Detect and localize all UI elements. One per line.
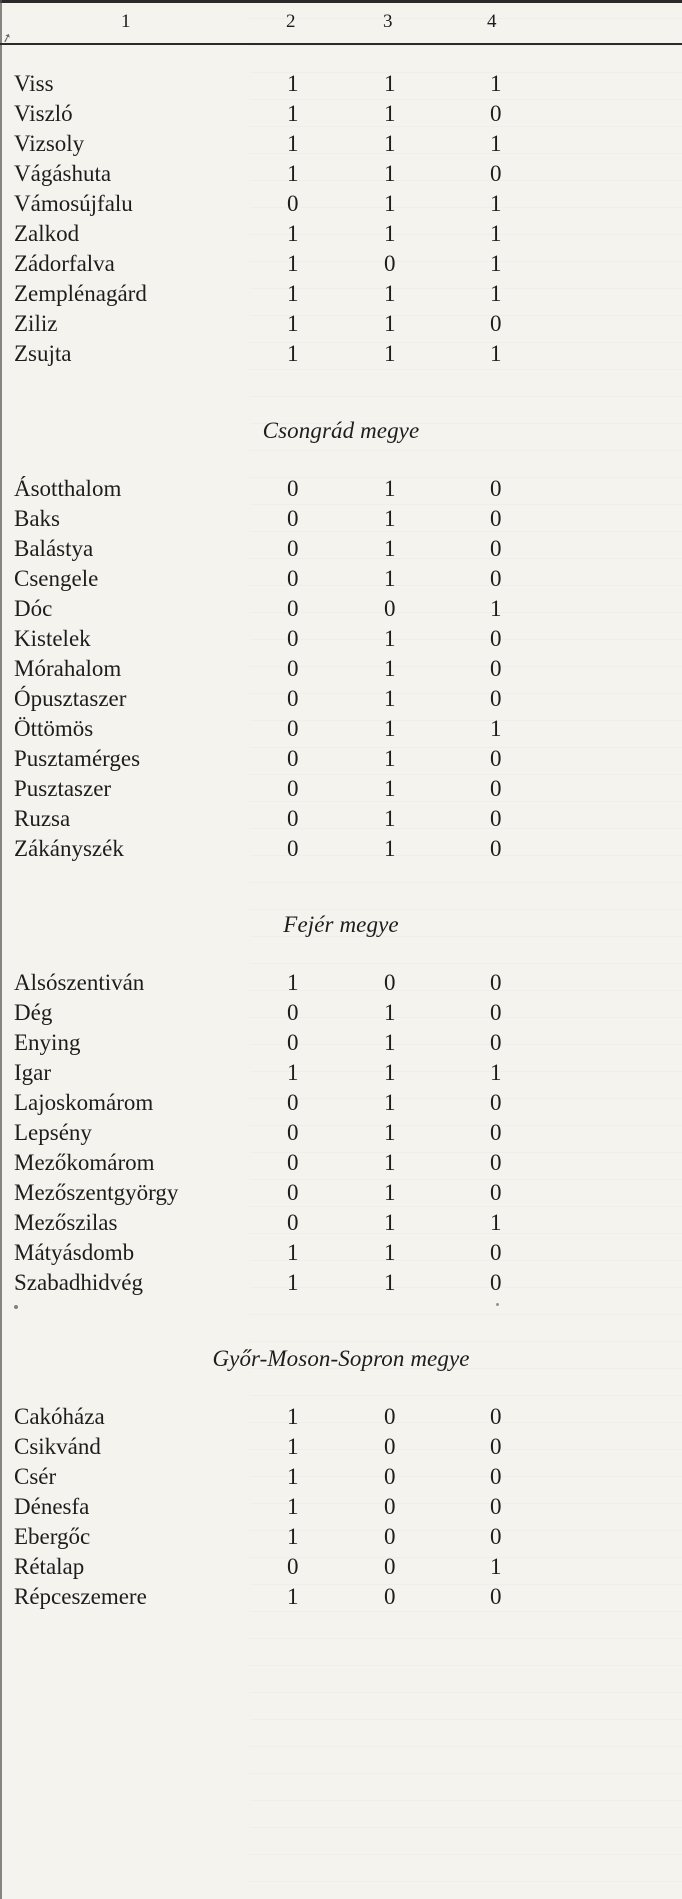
table-row (0, 249, 682, 279)
cursor-arrow-icon: ➚ (0, 29, 14, 46)
header-rule (0, 43, 682, 45)
value-col-2: 0 (287, 656, 299, 681)
section-title-csongrad: Csongrád megye (262, 418, 420, 443)
settlement-name: Öttömös (14, 716, 94, 741)
value-col-2: 1 (287, 161, 299, 186)
table-row (0, 99, 682, 129)
value-col-2: 0 (287, 836, 299, 861)
value-col-3: 1 (384, 1000, 396, 1025)
value-col-3: 0 (384, 1554, 396, 1579)
value-col-4: 0 (490, 776, 502, 801)
value-col-2: 0 (287, 1180, 299, 1205)
value-col-2: 1 (287, 1060, 299, 1085)
table-row (0, 774, 682, 804)
value-col-3: 1 (384, 476, 396, 501)
settlement-name: Cakóháza (14, 1404, 105, 1429)
value-col-2: 0 (287, 1000, 299, 1025)
value-col-4: 0 (490, 1270, 502, 1295)
value-col-2: 1 (287, 1270, 299, 1295)
settlement-name: Lepsény (14, 1120, 92, 1145)
print-speck (14, 1305, 18, 1309)
column-header-4: 4 (487, 11, 497, 32)
settlement-name: Szabadhidvég (14, 1270, 144, 1295)
value-col-4: 1 (490, 596, 502, 621)
settlement-name: Baks (14, 506, 60, 531)
value-col-4: 0 (490, 506, 502, 531)
value-col-3: 1 (384, 536, 396, 561)
table-row (0, 714, 682, 744)
section-title-fejer: Fejér megye (283, 912, 399, 937)
table-row (0, 1432, 682, 1462)
value-col-2: 0 (287, 1210, 299, 1235)
value-col-4: 0 (490, 1404, 502, 1429)
value-col-3: 1 (384, 836, 396, 861)
table-row (0, 564, 682, 594)
table-row (0, 804, 682, 834)
settlement-name: Csér (14, 1464, 57, 1489)
value-col-3: 1 (384, 806, 396, 831)
settlement-name: Zemplénagárd (14, 281, 147, 306)
settlement-name: Ásotthalom (14, 476, 122, 501)
table-row (0, 279, 682, 309)
value-col-2: 1 (287, 1464, 299, 1489)
table-row (0, 1088, 682, 1118)
settlement-name: Viss (14, 71, 54, 96)
value-col-4: 0 (490, 970, 502, 995)
value-col-4: 0 (490, 626, 502, 651)
value-col-3: 1 (384, 716, 396, 741)
value-col-3: 1 (384, 686, 396, 711)
table-row (0, 1268, 682, 1298)
value-col-3: 1 (384, 101, 396, 126)
value-col-4: 0 (490, 1000, 502, 1025)
value-col-4: 1 (490, 716, 502, 741)
value-col-3: 1 (384, 1240, 396, 1265)
value-col-4: 1 (490, 221, 502, 246)
value-col-3: 1 (384, 566, 396, 591)
value-col-4: 0 (490, 101, 502, 126)
value-col-3: 1 (384, 1270, 396, 1295)
settlement-name: Zádorfalva (14, 251, 115, 276)
value-col-2: 0 (287, 1030, 299, 1055)
table-row (0, 159, 682, 189)
value-col-3: 0 (384, 1464, 396, 1489)
value-col-3: 1 (384, 656, 396, 681)
table-row (0, 834, 682, 864)
settlement-name: Mátyásdomb (14, 1240, 135, 1265)
value-col-3: 1 (384, 1090, 396, 1115)
table-row (0, 1028, 682, 1058)
value-col-3: 1 (384, 1210, 396, 1235)
value-col-4: 0 (490, 1150, 502, 1175)
settlement-name: Csengele (14, 566, 99, 591)
value-col-2: 0 (287, 506, 299, 531)
value-col-3: 1 (384, 1180, 396, 1205)
value-col-4: 0 (490, 656, 502, 681)
value-col-3: 1 (384, 311, 396, 336)
value-col-2: 0 (287, 191, 299, 216)
settlement-name: Csikvánd (14, 1434, 101, 1459)
table-row (0, 1582, 682, 1612)
value-col-4: 1 (490, 191, 502, 216)
settlement-name: Pusztaszer (14, 776, 112, 801)
value-col-4: 0 (490, 1120, 502, 1145)
value-col-2: 0 (287, 476, 299, 501)
settlement-name: Kistelek (14, 626, 91, 651)
table-row (0, 1402, 682, 1432)
settlement-name: Ópusztaszer (14, 686, 127, 711)
settlement-name: Viszló (14, 101, 73, 126)
settlement-name: Mezőszilas (14, 1210, 118, 1235)
value-col-2: 0 (287, 746, 299, 771)
value-col-2: 0 (287, 806, 299, 831)
value-col-4: 1 (490, 71, 502, 96)
table-row (0, 309, 682, 339)
value-col-3: 1 (384, 626, 396, 651)
table-row (0, 504, 682, 534)
value-col-4: 0 (490, 1090, 502, 1115)
value-col-2: 0 (287, 686, 299, 711)
settlement-name: Balástya (14, 536, 94, 561)
settlement-name: Pusztamérges (14, 746, 141, 771)
value-col-3: 0 (384, 1524, 396, 1549)
table-row (0, 654, 682, 684)
column-header-3: 3 (383, 11, 393, 32)
value-col-2: 1 (287, 341, 299, 366)
value-col-4: 0 (490, 746, 502, 771)
value-col-4: 0 (490, 161, 502, 186)
settlement-name: Ruzsa (14, 806, 71, 831)
section-title-gyor-moson-sopron: Győr-Moson-Sopron megye (212, 1346, 470, 1371)
value-col-3: 1 (384, 341, 396, 366)
value-col-2: 1 (287, 970, 299, 995)
table-row (0, 1522, 682, 1552)
value-col-2: 0 (287, 626, 299, 651)
value-col-2: 1 (287, 1524, 299, 1549)
settlement-name: Igar (14, 1060, 52, 1085)
value-col-4: 0 (490, 686, 502, 711)
value-col-4: 0 (490, 1240, 502, 1265)
value-col-4: 0 (490, 536, 502, 561)
value-col-2: 1 (287, 1404, 299, 1429)
column-header-2: 2 (286, 11, 296, 32)
value-col-3: 0 (384, 596, 396, 621)
settlement-name: Ebergőc (14, 1524, 91, 1549)
value-col-3: 1 (384, 1030, 396, 1055)
value-col-2: 0 (287, 596, 299, 621)
value-col-4: 0 (490, 1464, 502, 1489)
value-col-4: 0 (490, 1434, 502, 1459)
value-col-3: 0 (384, 1404, 396, 1429)
table-row (0, 1238, 682, 1268)
value-col-2: 0 (287, 776, 299, 801)
value-col-2: 0 (287, 1090, 299, 1115)
table-row (0, 339, 682, 369)
value-col-3: 1 (384, 1060, 396, 1085)
value-col-4: 0 (490, 1030, 502, 1055)
settlement-name: Vágáshuta (14, 161, 112, 186)
value-col-3: 1 (384, 221, 396, 246)
settlement-name: Zákányszék (14, 836, 124, 861)
value-col-2: 1 (287, 221, 299, 246)
table-row (0, 1178, 682, 1208)
table-row (0, 744, 682, 774)
settlement-name: Mórahalom (14, 656, 122, 681)
table-row (0, 1058, 682, 1088)
value-col-2: 0 (287, 1554, 299, 1579)
value-col-4: 1 (490, 131, 502, 156)
value-col-4: 0 (490, 836, 502, 861)
settlement-name: Enying (14, 1030, 81, 1055)
table-row (0, 624, 682, 654)
value-col-4: 1 (490, 1210, 502, 1235)
settlement-name: Mezőkomárom (14, 1150, 155, 1175)
table-row (0, 998, 682, 1028)
value-col-2: 0 (287, 716, 299, 741)
table-row (0, 1462, 682, 1492)
value-col-3: 0 (384, 1494, 396, 1519)
value-col-4: 0 (490, 311, 502, 336)
top-rule (0, 0, 682, 3)
table-row (0, 1552, 682, 1582)
value-col-4: 1 (490, 341, 502, 366)
value-col-2: 1 (287, 281, 299, 306)
settlement-name: Rétalap (14, 1554, 85, 1579)
table-row (0, 69, 682, 99)
value-col-4: 0 (490, 1494, 502, 1519)
value-col-3: 1 (384, 1150, 396, 1175)
value-col-4: 1 (490, 1554, 502, 1579)
value-col-3: 1 (384, 161, 396, 186)
value-col-3: 1 (384, 191, 396, 216)
table-row (0, 1492, 682, 1522)
table-row (0, 1118, 682, 1148)
value-col-3: 1 (384, 746, 396, 771)
value-col-4: 1 (490, 251, 502, 276)
value-col-3: 1 (384, 776, 396, 801)
table-row (0, 1148, 682, 1178)
settlement-name: Mezőszentgyörgy (14, 1180, 179, 1205)
table-row (0, 189, 682, 219)
settlement-name: Zsujta (14, 341, 72, 366)
settlement-name: Zalkod (14, 221, 80, 246)
settlement-name: Répceszemere (14, 1584, 147, 1609)
table-row (0, 968, 682, 998)
value-col-3: 1 (384, 1120, 396, 1145)
value-col-2: 0 (287, 1120, 299, 1145)
value-col-2: 1 (287, 71, 299, 96)
value-col-4: 1 (490, 281, 502, 306)
value-col-3: 1 (384, 506, 396, 531)
value-col-3: 1 (384, 281, 396, 306)
table-row (0, 1208, 682, 1238)
value-col-3: 0 (384, 970, 396, 995)
value-col-2: 1 (287, 1240, 299, 1265)
settlement-name: Lajoskomárom (14, 1090, 154, 1115)
table-row (0, 219, 682, 249)
table-row (0, 594, 682, 624)
value-col-3: 0 (384, 1434, 396, 1459)
value-col-2: 1 (287, 311, 299, 336)
value-col-2: 0 (287, 566, 299, 591)
value-col-2: 1 (287, 251, 299, 276)
settlement-name: Alsószentiván (14, 970, 145, 995)
settlement-name: Vámosújfalu (14, 191, 133, 216)
table-row (0, 474, 682, 504)
table-row (0, 684, 682, 714)
table-row (0, 534, 682, 564)
value-col-4: 0 (490, 1584, 502, 1609)
column-header-1: 1 (121, 11, 131, 32)
value-col-2: 1 (287, 1434, 299, 1459)
value-col-2: 0 (287, 1150, 299, 1175)
print-speck (496, 1303, 499, 1306)
table-row (0, 129, 682, 159)
settlement-name: Vizsoly (14, 131, 85, 156)
value-col-4: 1 (490, 1060, 502, 1085)
settlement-name: Ziliz (14, 311, 58, 336)
settlement-name: Dénesfa (14, 1494, 90, 1519)
settlement-name: Dég (14, 1000, 53, 1025)
value-col-2: 0 (287, 536, 299, 561)
value-col-3: 1 (384, 71, 396, 96)
value-col-4: 0 (490, 806, 502, 831)
value-col-4: 0 (490, 1180, 502, 1205)
settlement-name: Dóc (14, 596, 53, 621)
value-col-3: 1 (384, 131, 396, 156)
value-col-2: 1 (287, 131, 299, 156)
value-col-4: 0 (490, 566, 502, 591)
value-col-2: 1 (287, 1584, 299, 1609)
value-col-4: 0 (490, 1524, 502, 1549)
value-col-3: 0 (384, 251, 396, 276)
value-col-2: 1 (287, 1494, 299, 1519)
value-col-2: 1 (287, 101, 299, 126)
value-col-3: 0 (384, 1584, 396, 1609)
value-col-4: 0 (490, 476, 502, 501)
